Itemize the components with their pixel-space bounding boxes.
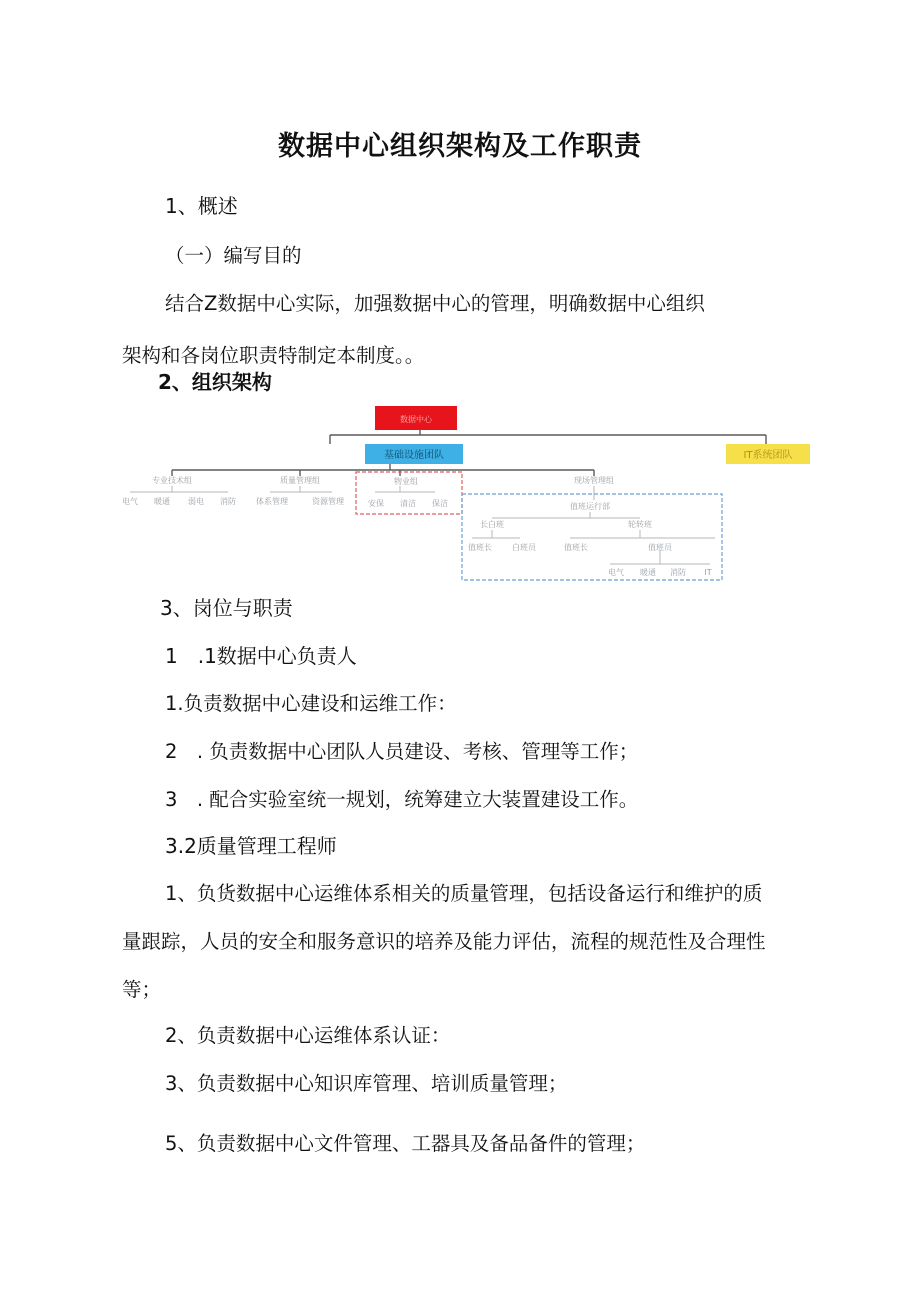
rotation-member: 值班长 [564,543,588,552]
quality-duty-1-line1: 1、负货数据中心运维体系相关的质量管理，包括设备运行和维护的质 [165,882,763,905]
rotation-member: 值班员 [648,543,672,552]
org-group-site: 现场管理组 [574,476,614,485]
org-chart [120,398,810,584]
org-chart-connectors [172,430,766,476]
duty-member: 消防 [670,568,686,577]
duty-member: IT [704,568,712,577]
tech-member: 电气 [122,497,138,506]
tech-member: 弱电 [188,497,204,506]
org-chief-shift: 长白班 [480,520,504,529]
chief-member: 值班长 [468,543,492,552]
tech-member: 暖通 [154,497,170,506]
dc-head-duty-2: 2 . 负责数据中心团队人员建设、考核、管理等工作； [165,740,639,763]
section-roles: 3、岗位与职责 [160,596,293,620]
dc-head-duty-3: 3 . 配合实验室统一规划，统筹建立大装置建设工作。 [165,788,639,811]
page-title: 数据中心组织架构及工作职责 [278,131,642,162]
duty-member: 电气 [608,568,624,577]
property-member: 保洁 [432,499,448,508]
org-rotation-shift: 轮转班 [628,520,652,529]
org-group-tech: 专业技术组 [152,476,192,485]
dc-head-duty-1: 1.负责数据中心建设和运维工作： [165,692,457,715]
org-group-property: 物业组 [394,477,418,486]
quality-duty-2: 2、负责数据中心运维体系认证： [165,1024,451,1047]
org-node-infra-label: 基础设施团队 [384,450,444,461]
section-overview: 1、概述 [165,194,238,218]
org-group-quality: 质量管理组 [280,476,320,485]
duty-member: 暖通 [640,568,656,577]
org-duty-dept: 值班运行部 [570,502,610,511]
subsection-quality-engineer: 3.2质量管理工程师 [165,834,337,858]
org-node-root-label: 数据中心 [400,415,432,424]
chief-member: 白班员 [512,543,536,552]
quality-duty-3: 3、负责数据中心知识库管理、培训质量管理； [165,1072,568,1095]
tech-member: 消防 [220,497,236,506]
org-node-it-label: IT系统团队 [743,450,793,461]
subsection-dc-head: 1 .1数据中心负责人 [165,644,357,668]
quality-duty-1-line3: 等； [122,978,162,1001]
purpose-paragraph-line2: 架构和各岗位职责特制定本制度。。 [122,344,425,367]
purpose-paragraph-line1: 结合Z数据中心实际，加强数据中心的管理，明确数据中心组织 [165,292,705,315]
quality-member: 资源管理 [312,497,344,506]
quality-duty-5: 5、负责数据中心文件管理、工器具及备品备件的管理； [165,1132,646,1155]
quality-duty-1-line2: 量跟踪，人员的安全和服务意识的培养及能力评估，流程的规范性及合理性 [122,930,766,953]
property-member: 安保 [368,499,384,508]
quality-member: 体系管理 [256,497,288,506]
section-org-structure: 2、组织架构 [158,370,272,394]
property-member: 清洁 [400,499,416,508]
subsection-purpose: （一）编写目的 [165,244,302,267]
